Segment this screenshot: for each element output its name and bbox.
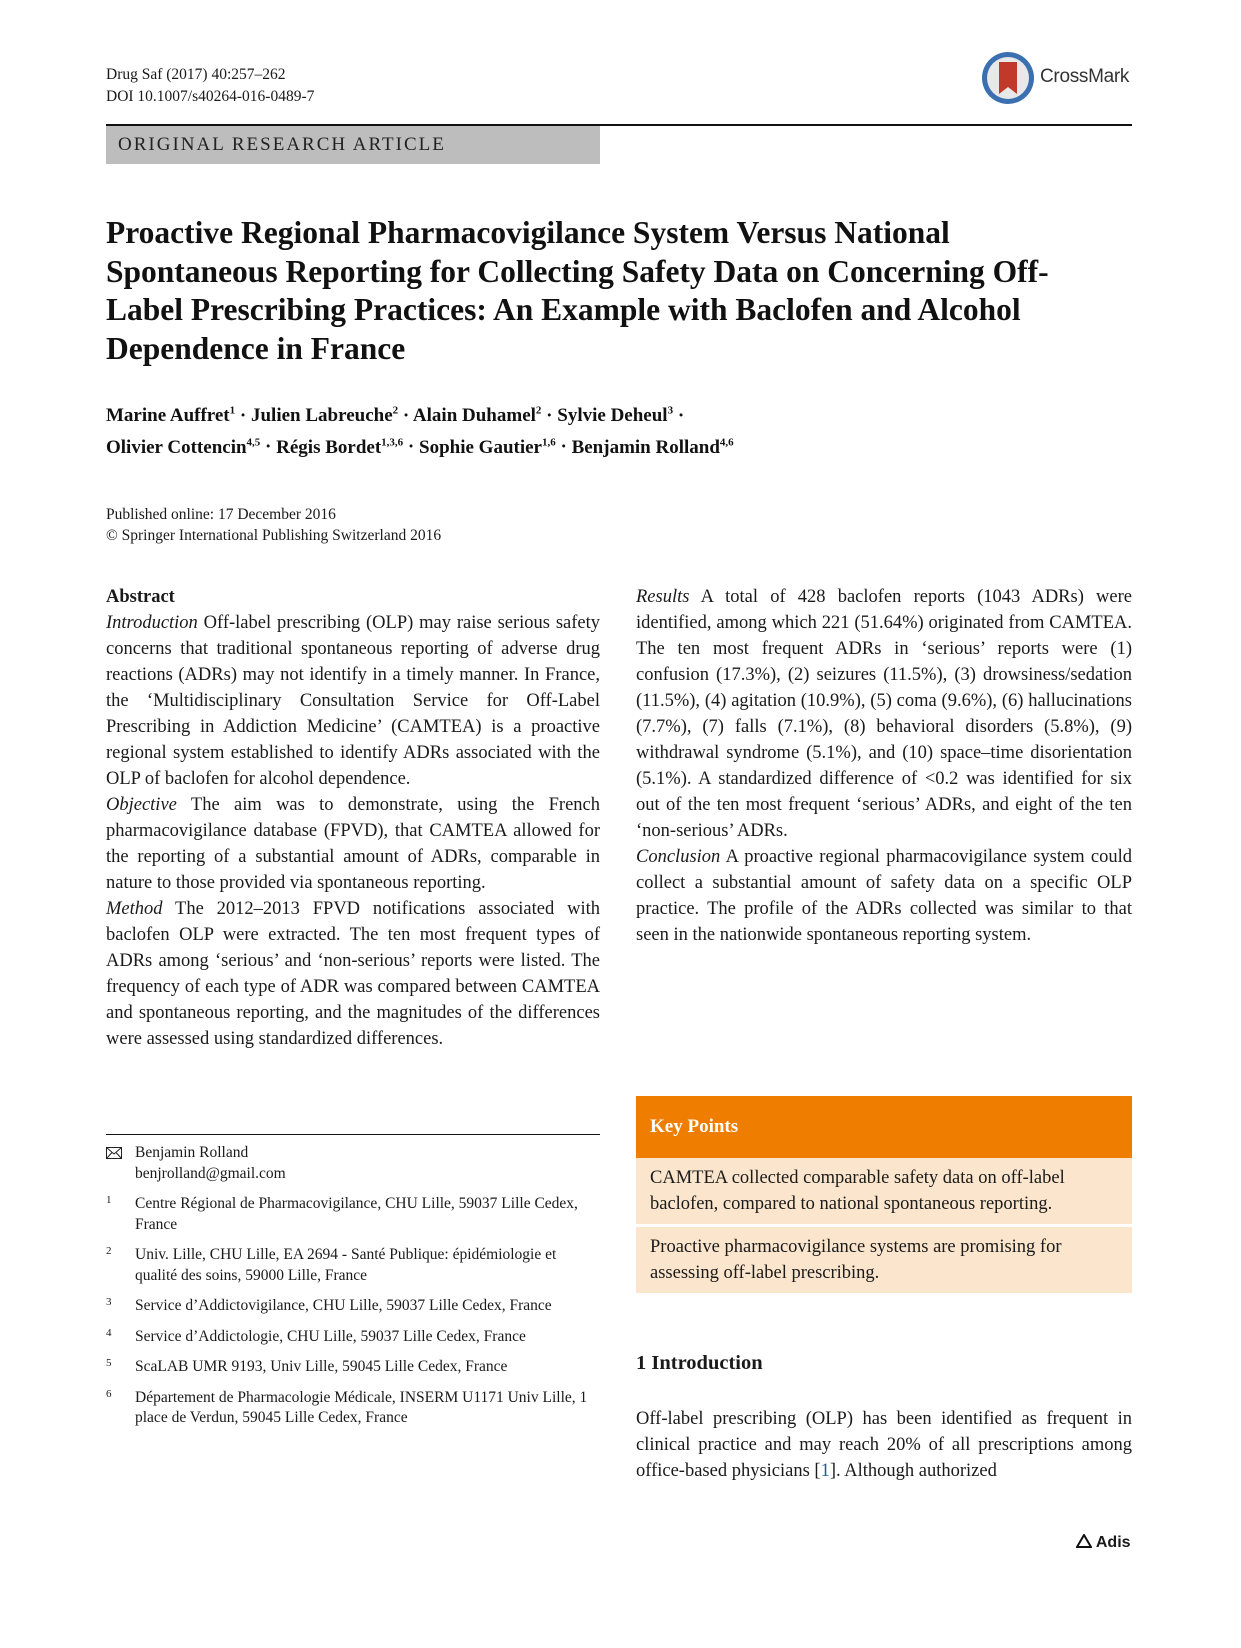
author[interactable]: Sylvie Deheul$^3$ (557, 405, 674, 427)
article-type-banner (106, 126, 600, 164)
key-points-box (636, 1096, 1132, 1293)
author[interactable]: Olivier Cottencin$^{4,5}$ (106, 436, 261, 458)
affiliation: 1 Centre Régional de Pharmacovigilance, CHU Lille, 59037 Lille Cedex, France (106, 1194, 578, 1233)
key-points-heading: Key Points (650, 1116, 739, 1137)
affiliation: 4 Service d’Addictologie, CHU Lille, 59037 Lille Cedex, France (106, 1326, 526, 1345)
correspondence-email[interactable]: benjrolland@gmail.com (135, 1164, 286, 1182)
published-date: Published online: 17 December 2016 (106, 506, 336, 523)
footnote-rule (106, 1134, 600, 1135)
author[interactable]: Régis Bordet$^{1,3,6}$ (276, 436, 404, 458)
author[interactable]: Alain Duhamel$^2$ (412, 405, 542, 427)
copyright: © Springer International Publishing Switzerland 2016 (106, 527, 442, 544)
author[interactable]: Marine Auffret$^1$ (106, 405, 236, 427)
footnotes (106, 1143, 600, 1439)
journal-citation (106, 64, 314, 108)
key-point-item: CAMTEA collected comparable safety data on off-label baclofen, compared to national spontaneous reporting. (636, 1158, 1132, 1224)
abstract-introduction: Introduction Off-label prescribing (OLP) may raise serious safety concerns that traditional spontaneous reporting of adverse drug reactions (ADRs) may not identify in a timely manner. In France, the ‘Multidisciplinary Consultation Service for Off-Label Prescribing in Addiction Medicine’ (CAMTEA) is a proactive regional system established to identify ADRs associated with the OLP of baclofen for alcohol dependence. (106, 613, 601, 789)
article-title: Proactive Regional Pharmacovigilance System Versus National Spontaneous Reporting for Collecting Safety Data on Concerning Off-Label Prescribing Practices: An Example with Baclofen and Alcohol Dependence in France (106, 215, 1049, 366)
publisher-logo (1076, 1534, 1131, 1552)
publisher-name: Adis (1095, 1534, 1131, 1551)
author[interactable]: Julien Labreuche$^2$ (250, 405, 399, 427)
key-point-item: Proactive pharmacovigilance systems are promising for assessing off-label prescribing. (636, 1227, 1132, 1293)
abstract-method: Method The 2012–2013 FPVD notifications associated with baclofen OLP were extracted. The ten most frequent types of ADRs among ‘serious’ and ‘non-serious’ reports were listed. The frequency of each type of ADR was compared between CAMTEA and spontaneous reporting, and the magnitudes of the differences were assessed using standardized differences. (106, 899, 600, 1049)
adis-triangle-icon (1076, 1534, 1092, 1548)
abstract-left-column (106, 584, 600, 1052)
affiliation: 3 Service d’Addictovigilance, CHU Lille, 59037 Lille Cedex, France (106, 1296, 552, 1314)
publication-info (106, 504, 441, 546)
affiliation: 2 Univ. Lille, CHU Lille, EA 2694 - Santé Publique: épidémiologie et qualité des soins, 59000 Lille, France (106, 1245, 557, 1284)
abstract-heading: Abstract (106, 587, 175, 607)
correspondence-name: Benjamin Rolland (135, 1144, 249, 1161)
correspondence (106, 1143, 600, 1184)
mail-icon (106, 1147, 122, 1159)
affiliation: 6 Département de Pharmacologie Médicale, INSERM U1171 Univ Lille, 1 place de Verdun, 59045 Lille Cedex, France (106, 1387, 588, 1426)
article-type-label: ORIGINAL RESEARCH ARTICLE (118, 134, 446, 155)
author-list: Marine Auffret$^1$ · Julien Labreuche$^2$ · Alain Duhamel$^2$ · Sylvie Deheul$^3$ · Olivier Cottencin$^{4,5}$ · Régis Bordet$^{1,3,6}$ · Sophie Gautier$^{1,6}$ · Benjamin Rolland$^{4,6}$ (106, 405, 734, 458)
crossmark-label: CrossMark (1040, 66, 1130, 87)
author[interactable]: Benjamin Rolland$^{4,6}$ (571, 436, 734, 458)
introduction-text: Off-label prescribing (OLP) has been identified as frequent in clinical practice and may reach 20% of all prescriptions among office-based physicians [1]. Although authorized (636, 1409, 1132, 1481)
abstract-results: Results A total of 428 baclofen reports (1043 ADRs) were identified, among which 221 (51.64%) originated from CAMTEA. The ten most frequent ADRs in ‘serious’ reports were (1) confusion (17.3%), (2) seizures (11.5%), (3) drowsiness/sedation (11.5%), (4) agitation (10.9%), (5) coma (9.6%), (6) hallucinations (7.7%), (7) falls (7.1%), (8) behavioral disorders (5.8%), (9) withdrawal syndrome (5.1%), and (10) space–time disorientation (5.1%). A standardized difference of <0.2 was identified for six out of the ten most frequent ‘serious’ ADRs, and eight of the ten ‘non-serious’ ADRs. (636, 587, 1132, 841)
abstract-conclusion: Conclusion A proactive regional pharmacovigilance system could collect a substantial amount of safety data on a specific OLP practice. The profile of the ADRs collected was similar to that seen in the nationwide spontaneous reporting system. (636, 847, 1132, 945)
author[interactable]: Sophie Gautier$^{1,6}$ (419, 436, 556, 458)
doi-line: DOI 10.1007/s40264-016-0489-7 (106, 88, 315, 105)
section-heading-introduction: 1 Introduction (636, 1352, 763, 1374)
reference-link[interactable]: 1 (820, 1461, 830, 1481)
affiliation: 5 ScaLAB UMR 9193, Univ Lille, 59045 Lille Cedex, France (106, 1357, 508, 1375)
crossmark-badge[interactable] (980, 50, 1132, 110)
journal-line: Drug Saf (2017) 40:257–262 (106, 66, 286, 83)
key-points-header (636, 1096, 1132, 1158)
abstract-objective: Objective The aim was to demonstrate, using the French pharmacovigilance database (FPVD), that CAMTEA allowed for the reporting of a substantial amount of ADRs, comparable in nature to those provided via spontaneous reporting. (106, 795, 601, 893)
abstract-right-column (636, 584, 1132, 948)
crossmark-icon (980, 50, 1036, 106)
